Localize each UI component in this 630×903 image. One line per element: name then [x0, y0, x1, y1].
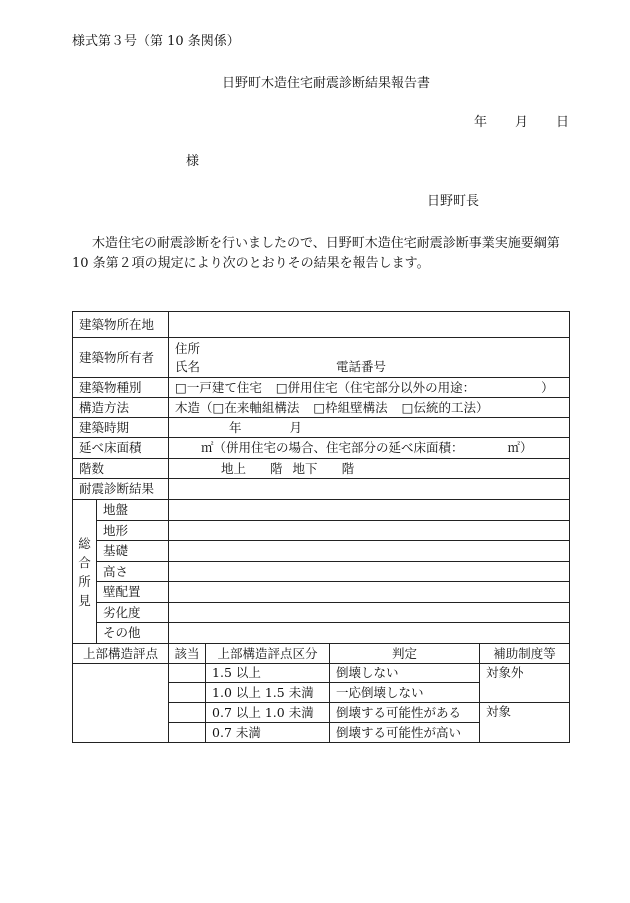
category-header: 上部構造評点区分: [206, 644, 330, 664]
type-field[interactable]: [169, 378, 570, 398]
score-row: [73, 664, 570, 683]
owner-phone-label: 電話番号: [336, 359, 387, 374]
row-opinion-foundation: [73, 541, 570, 562]
judgement-cell: 倒壊する可能性が高い: [330, 723, 480, 743]
row-score-header: [73, 644, 570, 664]
floors-unit1: 階: [270, 460, 283, 476]
era-year-label: 年: [229, 419, 242, 435]
row-opinion-other: [73, 623, 570, 644]
judgement-cell: 倒壊しない: [330, 664, 480, 683]
form-number: 様式第３号（第 10 条関係）: [72, 34, 240, 49]
subsidy-header: 補助制度等: [480, 644, 570, 664]
method-field[interactable]: [169, 398, 570, 418]
row-opinion-wall: [73, 582, 570, 603]
body-paragraph-line1: 木造住宅の耐震診断を行いましたので、日野町木造住宅耐震診断事業実施要綱第: [92, 236, 560, 251]
opinion-item-foundation: 基礎: [97, 541, 169, 562]
judgement-cell: 倒壊する可能性がある: [330, 703, 480, 723]
era-month-label: 月: [289, 419, 303, 435]
document-title: 日野町木造住宅耐震診断結果報告書: [222, 76, 431, 91]
row-opinion-deterioration: [73, 603, 570, 623]
opinion-other-field[interactable]: [169, 623, 570, 644]
opinion-ground-field[interactable]: [169, 500, 570, 521]
era-label: 建築時期: [73, 418, 169, 438]
row-structure-method: [73, 398, 570, 418]
opinion-char-2: 合: [78, 554, 91, 570]
owner-name-label: 氏名: [175, 359, 201, 374]
report-form-table: [72, 311, 570, 743]
opinion-char-3: 所: [78, 573, 91, 589]
type-detached-checkbox[interactable]: □一戸建て住宅: [175, 379, 262, 395]
opinion-terrain-field[interactable]: [169, 521, 570, 541]
applicable-cell[interactable]: [169, 703, 206, 723]
result-label: 耐震診断結果: [73, 479, 169, 500]
era-field[interactable]: [169, 418, 570, 438]
opinion-deterioration-field[interactable]: [169, 603, 570, 623]
date-year-label: 年: [474, 115, 488, 130]
floors-above-label: 地上: [221, 460, 247, 476]
opinion-item-other: その他: [97, 623, 169, 644]
opinion-foundation-field[interactable]: [169, 541, 570, 562]
row-construction-era: [73, 418, 570, 438]
method-frame-checkbox[interactable]: □枠組壁構法: [313, 399, 388, 415]
row-opinion-ground: [73, 500, 570, 521]
method-label: 構造方法: [73, 398, 169, 418]
row-owner: [73, 338, 570, 378]
type-label: 建築物種別: [73, 378, 169, 398]
applicable-cell[interactable]: [169, 723, 206, 743]
row-floor-area: [73, 438, 570, 459]
floors-below-label: 地下: [292, 460, 318, 476]
area-label: 延べ床面積: [73, 438, 169, 459]
applicable-header: 該当: [169, 644, 206, 664]
row-location: [73, 312, 570, 338]
owner-address-label: 住所: [175, 341, 201, 356]
location-label: 建築物所在地: [73, 312, 169, 338]
type-mixed-checkbox[interactable]: □併用住宅（住宅部分以外の用途：: [275, 379, 476, 395]
row-building-type: [73, 378, 570, 398]
addressee-suffix: 様: [186, 154, 200, 169]
owner-field[interactable]: [169, 338, 570, 378]
area-text: ㎡（併用住宅の場合、住宅部分の延べ床面積：: [201, 440, 464, 455]
date-month-label: 月: [515, 115, 529, 130]
overall-opinion-label: [73, 500, 97, 644]
category-cell: 0.7 以上 1.0 未満: [206, 703, 330, 723]
category-cell: 1.5 以上: [206, 664, 330, 683]
opinion-wall-field[interactable]: [169, 582, 570, 603]
floors-unit2: 階: [341, 460, 355, 476]
location-field[interactable]: [169, 312, 570, 338]
method-traditional-checkbox[interactable]: □伝統的工法）: [401, 399, 489, 415]
applicable-cell[interactable]: [169, 683, 206, 703]
judgement-cell: 一応倒壊しない: [330, 683, 480, 703]
row-floors: [73, 459, 570, 479]
subsidy-eligible: 対象: [480, 703, 570, 743]
type-mixed-close: ）: [541, 379, 554, 395]
opinion-item-deterioration: 劣化度: [97, 603, 169, 623]
sender-name: 日野町長: [427, 194, 480, 209]
subsidy-not-eligible: 対象外: [480, 664, 570, 703]
body-paragraph-line2: 10 条第２項の規定により次のとおりその結果を報告します。: [72, 256, 430, 271]
area-field[interactable]: [169, 438, 570, 459]
date-day-label: 日: [556, 115, 570, 130]
category-cell: 1.0 以上 1.5 未満: [206, 683, 330, 703]
floors-label: 階数: [73, 459, 169, 479]
score-header: 上部構造評点: [73, 644, 169, 664]
applicable-cell[interactable]: [169, 664, 206, 683]
result-field[interactable]: [169, 479, 570, 500]
category-cell: 0.7 未満: [206, 723, 330, 743]
opinion-item-terrain: 地形: [97, 521, 169, 541]
opinion-char-1: 総: [78, 535, 91, 551]
opinion-height-field[interactable]: [169, 562, 570, 582]
judgement-header: 判定: [330, 644, 480, 664]
opinion-item-wall-layout: 壁配置: [97, 582, 169, 603]
owner-label: 建築物所有者: [73, 338, 169, 378]
opinion-char-4: 見: [78, 592, 91, 608]
method-conventional-checkbox[interactable]: 木造（□在来軸組構法: [175, 399, 300, 415]
opinion-item-height: 高さ: [97, 562, 169, 582]
score-value-field[interactable]: [73, 664, 169, 743]
row-opinion-terrain: [73, 521, 570, 541]
row-opinion-height: [73, 562, 570, 582]
area-unit-close: ㎡）: [507, 440, 533, 455]
floors-field[interactable]: [169, 459, 570, 479]
opinion-item-ground: 地盤: [97, 500, 169, 521]
row-diagnosis-result: [73, 479, 570, 500]
